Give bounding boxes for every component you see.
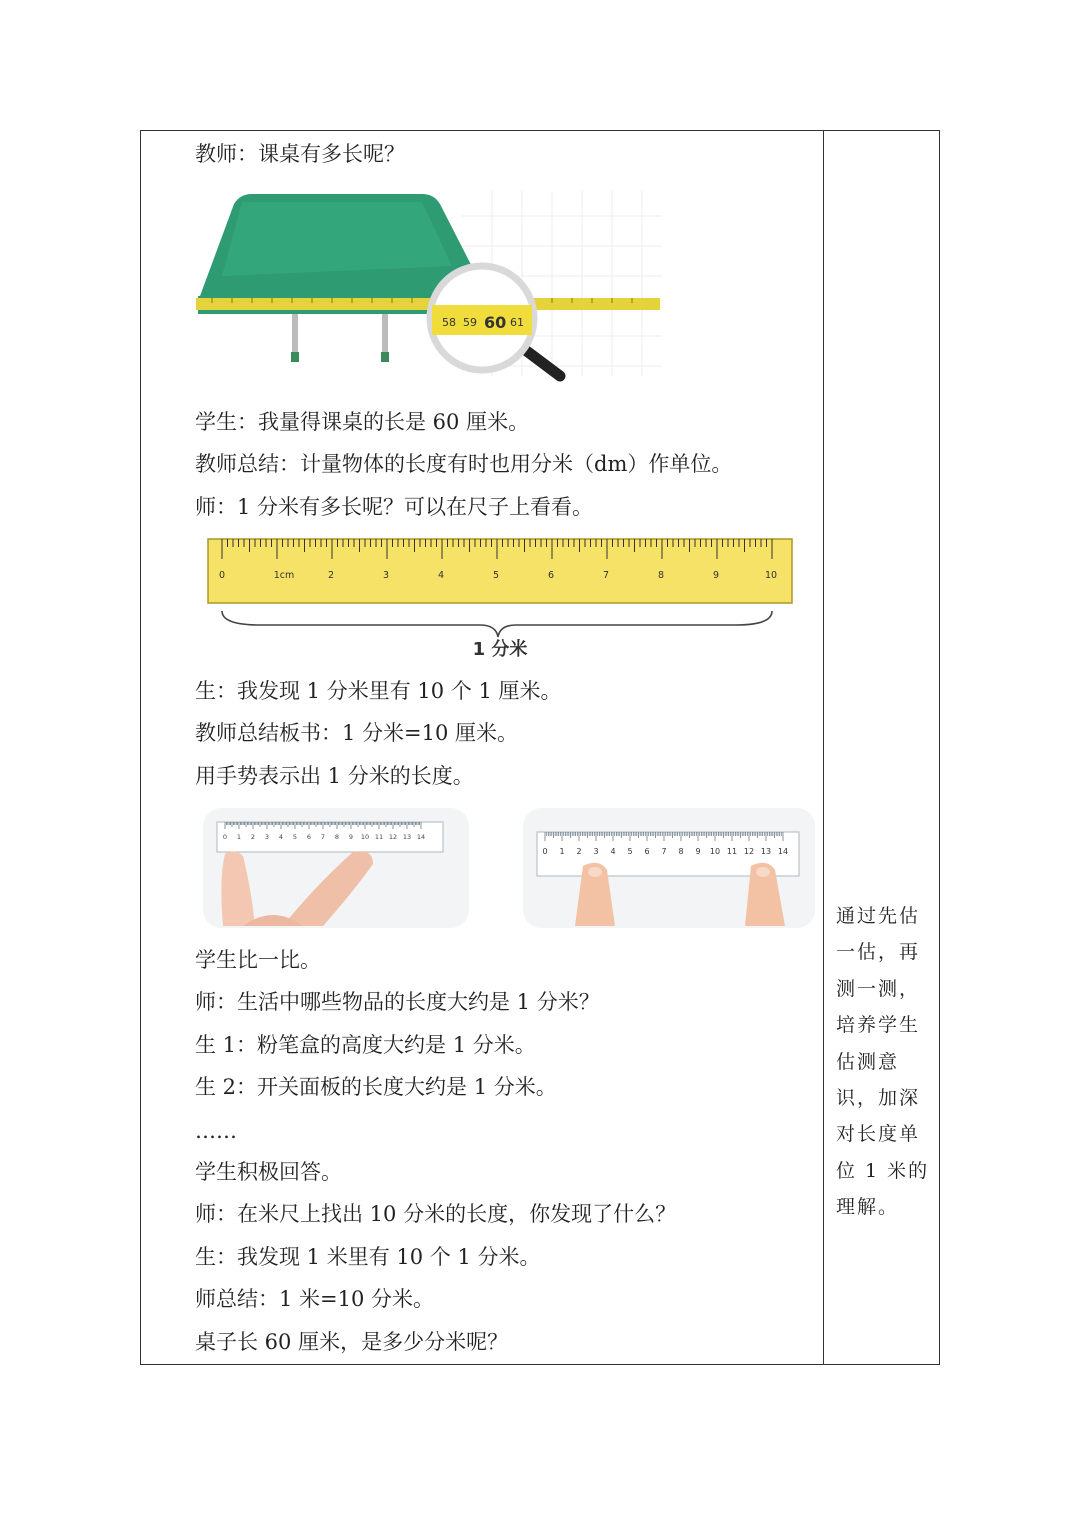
small-ruler-label: 0 (222, 833, 228, 841)
magnified-tick-label: 60 (484, 313, 507, 332)
small-ruler-label: 4 (610, 847, 616, 856)
small-ruler-label: 10 (360, 833, 370, 841)
small-ruler-label: 0 (542, 847, 548, 856)
brace (222, 611, 772, 637)
small-ruler-label: 13 (402, 833, 412, 841)
small-ruler-label: 6 (306, 833, 312, 841)
text-line: 教师：课桌有多长呢？ (195, 142, 405, 166)
ruler-tick-label: 6 (547, 570, 555, 581)
small-ruler-label: 9 (348, 833, 354, 841)
small-ruler-label: 1 (236, 833, 242, 841)
ruler-tick-label: 1cm (273, 570, 295, 581)
text-line: 学生：我量得课桌的长是 60 厘米。 (195, 410, 530, 434)
ruler-tick-label: 8 (657, 570, 665, 581)
desk-magnifier-figure (192, 186, 672, 386)
small-ruler-label: 11 (726, 847, 738, 856)
small-ruler-label: 3 (264, 833, 270, 841)
ruler-tick-label: 2 (327, 570, 335, 581)
text-line: 师总结：1 米=10 分米。 (195, 1287, 435, 1311)
small-ruler-label: 2 (576, 847, 582, 856)
side-note-line: 一估，再 (836, 941, 921, 964)
text-line: 生：我发现 1 分米里有 10 个 1 厘米。 (195, 679, 562, 703)
text-line: 桌子长 60 厘米，是多少分米呢？ (195, 1330, 509, 1354)
text-line: 师：生活中哪些物品的长度大约是 1 分米？ (195, 990, 600, 1014)
side-note-line: 理解。 (836, 1196, 900, 1219)
text-line: 生：我发现 1 米里有 10 个 1 分米。 (195, 1245, 541, 1269)
ruler-tick-label: 5 (492, 570, 500, 581)
hand-gesture-photo-right (523, 808, 815, 928)
text-line: 学生积极回答。 (195, 1160, 342, 1184)
hand-gesture-photo-left (203, 808, 469, 928)
magnified-tick-label: 59 (463, 316, 477, 329)
small-ruler-label: 5 (627, 847, 633, 856)
small-ruler-label: 7 (661, 847, 667, 856)
ruler-tick-label: 10 (764, 570, 778, 581)
small-ruler-label: 14 (416, 833, 426, 841)
small-ruler-label: 2 (250, 833, 256, 841)
text-line: 师：1 分米有多长呢？可以在尺子上看看。 (195, 495, 594, 519)
ruler-tick-label: 3 (382, 570, 390, 581)
ruler-tick-label: 9 (712, 570, 720, 581)
side-note-line: 位 1 米的 (836, 1159, 930, 1182)
magnified-tick-label: 61 (510, 316, 524, 329)
small-ruler-label: 1 (559, 847, 565, 856)
side-note (836, 898, 928, 1226)
side-note-line: 培养学生 (836, 1014, 921, 1037)
small-ruler-label: 10 (709, 847, 721, 856)
small-ruler-label: 13 (760, 847, 772, 856)
small-ruler-label: 4 (278, 833, 284, 841)
desk-leg (292, 314, 298, 358)
small-ruler-label: 6 (644, 847, 650, 856)
side-note-line: 估测意 (836, 1050, 900, 1073)
text-line: 生 1：粉笔盒的高度大约是 1 分米。 (195, 1033, 536, 1057)
small-ruler-label: 9 (695, 847, 701, 856)
text-line: 生 2：开关面板的长度大约是 1 分米。 (195, 1075, 557, 1099)
small-ruler-label: 7 (320, 833, 326, 841)
small-ruler-label: 3 (593, 847, 599, 856)
text-line: …… (195, 1119, 237, 1143)
magnified-tick-label: 58 (442, 316, 456, 329)
text-line: 学生比一比。 (195, 948, 321, 972)
small-ruler-label: 14 (777, 847, 789, 856)
ruler-tick-label: 7 (602, 570, 610, 581)
ruler-tick-label: 4 (437, 570, 445, 581)
decimeter-ruler-figure (200, 533, 800, 663)
small-ruler-label: 5 (292, 833, 298, 841)
ruler-tick-label: 0 (218, 570, 226, 581)
side-note-line: 识，加深 (836, 1087, 921, 1110)
side-note-line: 对长度单 (836, 1123, 921, 1146)
small-ruler-label: 12 (388, 833, 398, 841)
text-line: 教师总结：计量物体的长度有时也用分米（dm）作单位。 (195, 452, 733, 476)
side-note-line: 测一测， (836, 977, 921, 1000)
text-line: 师：在米尺上找出 10 分米的长度，你发现了什么？ (195, 1202, 677, 1226)
column-divider (823, 130, 824, 1365)
side-note-line: 通过先估 (836, 905, 921, 927)
small-ruler-label: 8 (334, 833, 340, 841)
brace-label: 1 分米 (472, 639, 528, 660)
small-ruler-label: 11 (374, 833, 384, 841)
text-line: 教师总结板书：1 分米=10 厘米。 (195, 721, 519, 745)
ruler-body (208, 539, 792, 603)
text-line: 用手势表示出 1 分米的长度。 (195, 764, 474, 788)
small-ruler-label: 8 (678, 847, 684, 856)
small-ruler-label: 12 (743, 847, 755, 856)
desk-leg (382, 314, 388, 358)
